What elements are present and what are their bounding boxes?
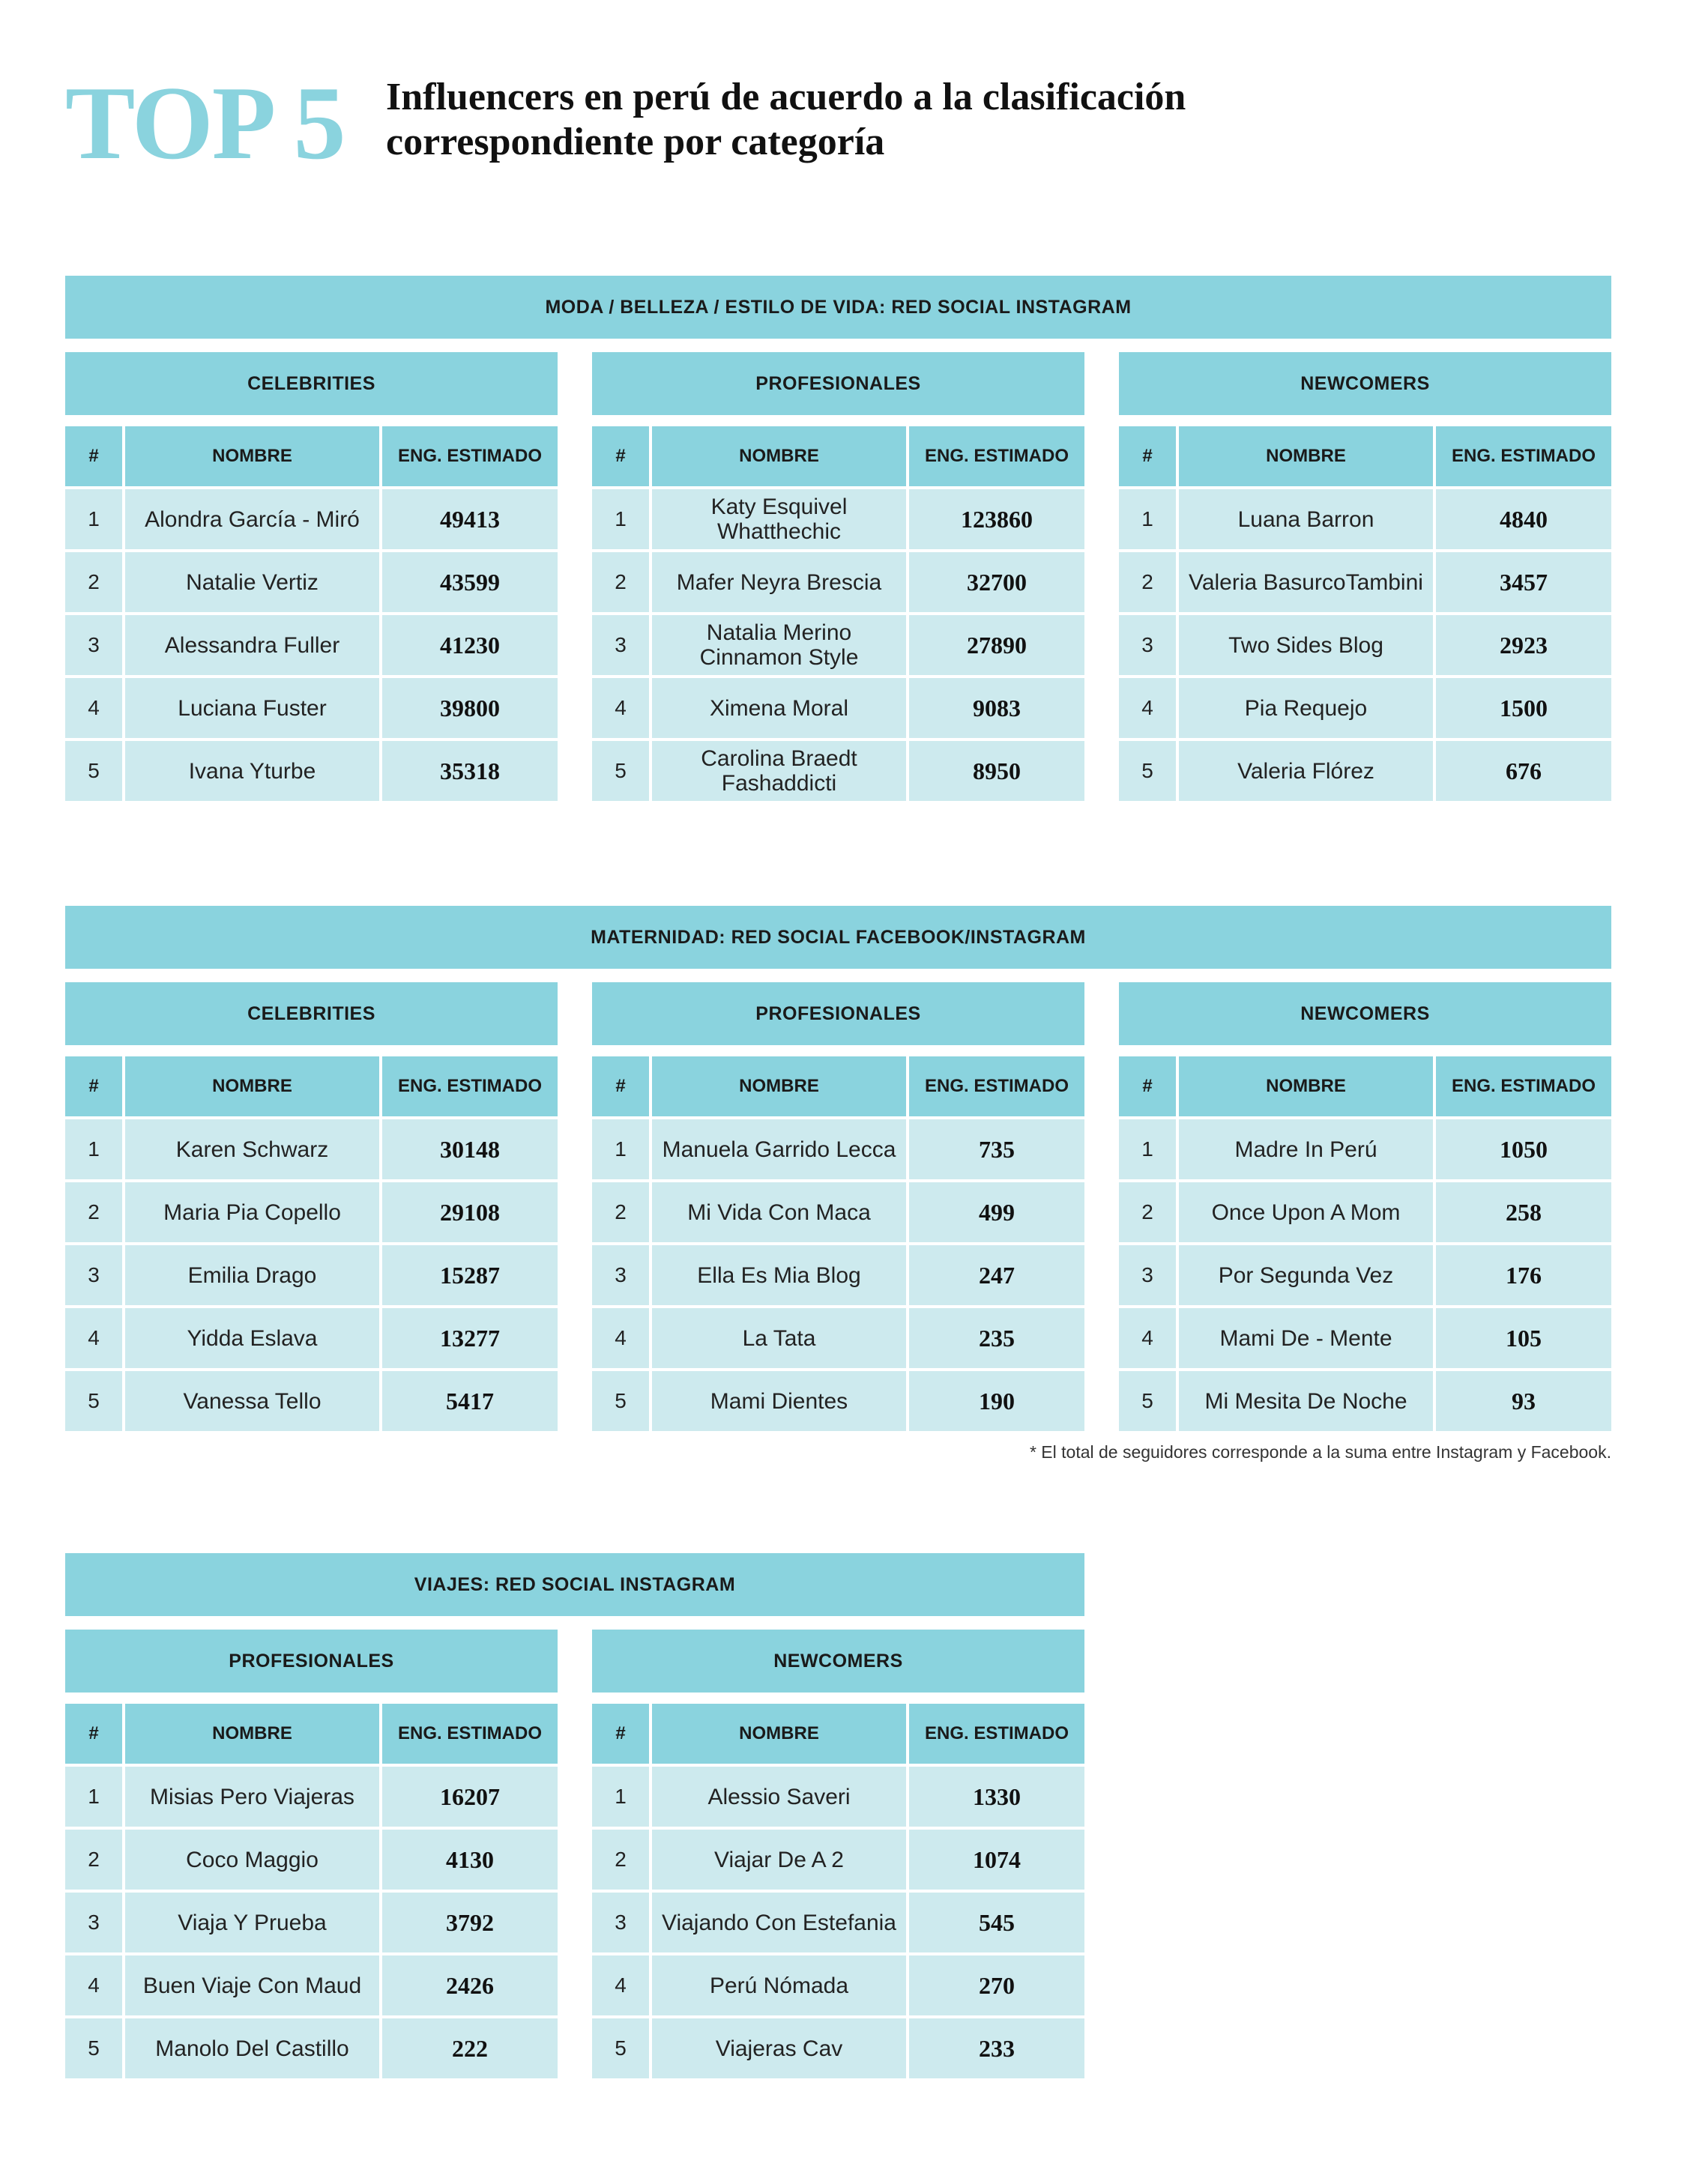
row-name: Viajeras Cav: [652, 2018, 906, 2078]
section-moda-title: MODA / BELLEZA / ESTILO DE VIDA: RED SOCIAL INSTAGRAM: [65, 276, 1611, 339]
row-eng: 545: [909, 1893, 1084, 1952]
row-name: Mami Dientes: [652, 1371, 906, 1431]
row-name: Luana Barron: [1179, 489, 1433, 549]
row-name: Carolina Braedt Fashaddicti: [652, 741, 906, 801]
row-name: Ximena Moral: [652, 678, 906, 738]
group-label-newcomers: NEWCOMERS: [1119, 982, 1611, 1045]
table-row: [1119, 615, 1611, 675]
row-name: Coco Maggio: [125, 1830, 379, 1890]
row-rank: 1: [1119, 489, 1176, 549]
group-label-newcomers: NEWCOMERS: [1119, 352, 1611, 415]
col-eng-header: ENG. ESTIMADO: [1436, 426, 1611, 486]
row-rank: 4: [1119, 1308, 1176, 1368]
row-name: Katy Esquivel Whatthechic: [652, 489, 906, 549]
row-eng: 676: [1436, 741, 1611, 801]
row-name: Viaja Y Prueba: [125, 1893, 379, 1952]
group-label-newcomers: NEWCOMERS: [592, 1630, 1084, 1693]
col-name-header: NOMBRE: [125, 426, 379, 486]
row-rank: 4: [65, 1308, 122, 1368]
row-eng: 39800: [382, 678, 558, 738]
row-name: Mafer Neyra Brescia: [652, 552, 906, 612]
row-rank: 2: [65, 1830, 122, 1890]
row-rank: 4: [592, 678, 649, 738]
row-eng: 41230: [382, 615, 558, 675]
table-row: [592, 741, 1084, 801]
table-maternidad-profesionales: [592, 1056, 1084, 1431]
col-name-header: NOMBRE: [125, 1704, 379, 1764]
table-row: [1119, 1371, 1611, 1431]
row-rank: 4: [65, 1955, 122, 2015]
row-name: Vanessa Tello: [125, 1371, 379, 1431]
table-row: [1119, 741, 1611, 801]
section-viajes-title: VIAJES: RED SOCIAL INSTAGRAM: [65, 1553, 1084, 1616]
group-label-profesionales: PROFESIONALES: [592, 352, 1084, 415]
row-name: Viajando Con Estefania: [652, 1893, 906, 1952]
row-name: Pia Requejo: [1179, 678, 1433, 738]
footnote: * El total de seguidores corresponde a la suma entre Instagram y Facebook.: [1029, 1442, 1611, 1462]
row-eng: 13277: [382, 1308, 558, 1368]
table-row: [1119, 1182, 1611, 1242]
row-name: Mi Mesita De Noche: [1179, 1371, 1433, 1431]
table-row: [65, 741, 558, 801]
table-viajes-newcomers: [592, 1704, 1084, 2078]
row-name: Once Upon A Mom: [1179, 1182, 1433, 1242]
row-rank: 1: [65, 489, 122, 549]
col-num-header: #: [1119, 426, 1176, 486]
col-name-header: NOMBRE: [125, 1056, 379, 1116]
col-eng-header: ENG. ESTIMADO: [909, 1704, 1084, 1764]
row-name: Buen Viaje Con Maud: [125, 1955, 379, 2015]
top-5-title: TOP 5: [65, 65, 345, 181]
row-rank: 3: [592, 1245, 649, 1305]
row-eng: 1500: [1436, 678, 1611, 738]
table-maternidad-celebrities: [65, 1056, 558, 1431]
col-eng-header: ENG. ESTIMADO: [909, 426, 1084, 486]
row-name: Yidda Eslava: [125, 1308, 379, 1368]
col-name-header: NOMBRE: [652, 1704, 906, 1764]
table-row: [65, 1245, 558, 1305]
group-label-profesionales: PROFESIONALES: [65, 1630, 558, 1693]
row-name: Karen Schwarz: [125, 1119, 379, 1179]
row-name: Perú Nómada: [652, 1955, 906, 2015]
table-moda-celebrities: [65, 426, 558, 801]
row-eng: 1050: [1436, 1119, 1611, 1179]
row-name: Mami De - Mente: [1179, 1308, 1433, 1368]
col-name-header: NOMBRE: [652, 1056, 906, 1116]
table-row: [65, 1830, 558, 1890]
table-row: [592, 1119, 1084, 1179]
row-rank: 3: [1119, 615, 1176, 675]
col-num-header: #: [65, 1704, 122, 1764]
col-eng-header: ENG. ESTIMADO: [1436, 1056, 1611, 1116]
row-name: Por Segunda Vez: [1179, 1245, 1433, 1305]
row-eng: 190: [909, 1371, 1084, 1431]
row-rank: 1: [592, 1767, 649, 1827]
row-rank: 1: [592, 489, 649, 549]
table-row: [592, 1767, 1084, 1827]
row-name: Alessio Saveri: [652, 1767, 906, 1827]
row-eng: 233: [909, 2018, 1084, 2078]
row-eng: 4840: [1436, 489, 1611, 549]
row-eng: 735: [909, 1119, 1084, 1179]
row-name: Ella Es Mia Blog: [652, 1245, 906, 1305]
table-viajes-profesionales: [65, 1704, 558, 2078]
table-row: [65, 615, 558, 675]
row-eng: 49413: [382, 489, 558, 549]
row-eng: 123860: [909, 489, 1084, 549]
table-row: [65, 2018, 558, 2078]
row-name: Misias Pero Viajeras: [125, 1767, 379, 1827]
page-subtitle: [386, 75, 1186, 165]
row-eng: 235: [909, 1308, 1084, 1368]
col-eng-header: ENG. ESTIMADO: [382, 1056, 558, 1116]
row-rank: 5: [65, 2018, 122, 2078]
table-row: [1119, 678, 1611, 738]
row-rank: 2: [592, 552, 649, 612]
row-rank: 4: [592, 1308, 649, 1368]
row-rank: 2: [65, 552, 122, 612]
row-rank: 2: [1119, 552, 1176, 612]
table-row: [592, 1182, 1084, 1242]
col-name-header: NOMBRE: [652, 426, 906, 486]
col-num-header: #: [65, 1056, 122, 1116]
row-eng: 499: [909, 1182, 1084, 1242]
table-maternidad-newcomers: [1119, 1056, 1611, 1431]
table-header: [592, 1056, 1084, 1116]
row-rank: 3: [65, 1245, 122, 1305]
table-row: [592, 1371, 1084, 1431]
table-row: [592, 1245, 1084, 1305]
row-name: Luciana Fuster: [125, 678, 379, 738]
row-eng: 15287: [382, 1245, 558, 1305]
table-row: [65, 1308, 558, 1368]
row-eng: 270: [909, 1955, 1084, 2015]
group-label-celebrities: CELEBRITIES: [65, 352, 558, 415]
table-row: [65, 1119, 558, 1179]
table-row: [65, 1955, 558, 2015]
row-rank: 1: [65, 1119, 122, 1179]
table-row: [592, 2018, 1084, 2078]
table-row: [592, 1308, 1084, 1368]
subtitle-line-2: correspondiente por categoría: [386, 121, 885, 163]
row-rank: 5: [65, 741, 122, 801]
row-name: Emilia Drago: [125, 1245, 379, 1305]
row-eng: 27890: [909, 615, 1084, 675]
table-row: [1119, 1308, 1611, 1368]
row-name: Manolo Del Castillo: [125, 2018, 379, 2078]
row-eng: 3457: [1436, 552, 1611, 612]
row-eng: 4130: [382, 1830, 558, 1890]
table-moda-newcomers: [1119, 426, 1611, 801]
row-eng: 29108: [382, 1182, 558, 1242]
row-name: Alessandra Fuller: [125, 615, 379, 675]
table-row: [592, 678, 1084, 738]
table-row: [592, 489, 1084, 549]
table-row: [1119, 489, 1611, 549]
row-name: Valeria Flórez: [1179, 741, 1433, 801]
row-rank: 5: [592, 741, 649, 801]
row-eng: 176: [1436, 1245, 1611, 1305]
row-eng: 258: [1436, 1182, 1611, 1242]
row-eng: 2923: [1436, 615, 1611, 675]
row-rank: 3: [1119, 1245, 1176, 1305]
row-rank: 3: [592, 615, 649, 675]
col-name-header: NOMBRE: [1179, 426, 1433, 486]
table-row: [65, 1182, 558, 1242]
row-name: Ivana Yturbe: [125, 741, 379, 801]
col-num-header: #: [592, 1056, 649, 1116]
col-eng-header: ENG. ESTIMADO: [909, 1056, 1084, 1116]
row-eng: 2426: [382, 1955, 558, 2015]
col-num-header: #: [592, 1704, 649, 1764]
row-eng: 1074: [909, 1830, 1084, 1890]
group-label-celebrities: CELEBRITIES: [65, 982, 558, 1045]
row-rank: 4: [1119, 678, 1176, 738]
row-name: Viajar De A 2: [652, 1830, 906, 1890]
row-name: Maria Pia Copello: [125, 1182, 379, 1242]
col-name-header: NOMBRE: [1179, 1056, 1433, 1116]
table-row: [65, 1893, 558, 1952]
row-eng: 222: [382, 2018, 558, 2078]
row-name: Two Sides Blog: [1179, 615, 1433, 675]
row-eng: 3792: [382, 1893, 558, 1952]
table-row: [592, 615, 1084, 675]
row-rank: 5: [65, 1371, 122, 1431]
table-row: [592, 552, 1084, 612]
row-rank: 5: [1119, 741, 1176, 801]
row-rank: 1: [592, 1119, 649, 1179]
row-rank: 2: [1119, 1182, 1176, 1242]
col-eng-header: ENG. ESTIMADO: [382, 1704, 558, 1764]
table-row: [65, 1767, 558, 1827]
row-eng: 32700: [909, 552, 1084, 612]
table-header: [592, 1704, 1084, 1764]
row-rank: 1: [1119, 1119, 1176, 1179]
row-rank: 2: [592, 1830, 649, 1890]
row-eng: 105: [1436, 1308, 1611, 1368]
row-name: Valeria BasurcoTambini: [1179, 552, 1433, 612]
table-row: [65, 678, 558, 738]
row-eng: 9083: [909, 678, 1084, 738]
row-rank: 2: [65, 1182, 122, 1242]
table-header: [1119, 1056, 1611, 1116]
table-row: [65, 552, 558, 612]
row-name: Natalie Vertiz: [125, 552, 379, 612]
table-header: [65, 1056, 558, 1116]
col-eng-header: ENG. ESTIMADO: [382, 426, 558, 486]
table-row: [592, 1893, 1084, 1952]
row-eng: 1330: [909, 1767, 1084, 1827]
section-maternidad-title: MATERNIDAD: RED SOCIAL FACEBOOK/INSTAGRAM: [65, 906, 1611, 969]
row-eng: 8950: [909, 741, 1084, 801]
row-rank: 5: [592, 1371, 649, 1431]
table-row: [65, 489, 558, 549]
row-name: Madre In Perú: [1179, 1119, 1433, 1179]
row-eng: 5417: [382, 1371, 558, 1431]
row-name: La Tata: [652, 1308, 906, 1368]
row-rank: 3: [65, 1893, 122, 1952]
row-rank: 1: [65, 1767, 122, 1827]
row-name: Natalia Merino Cinnamon Style: [652, 615, 906, 675]
col-num-header: #: [65, 426, 122, 486]
table-moda-profesionales: [592, 426, 1084, 801]
table-row: [1119, 1119, 1611, 1179]
table-row: [65, 1371, 558, 1431]
table-row: [592, 1830, 1084, 1890]
group-label-profesionales: PROFESIONALES: [592, 982, 1084, 1045]
row-rank: 3: [65, 615, 122, 675]
row-rank: 5: [592, 2018, 649, 2078]
table-row: [592, 1955, 1084, 2015]
table-row: [1119, 1245, 1611, 1305]
table-header: [1119, 426, 1611, 486]
row-eng: 43599: [382, 552, 558, 612]
row-eng: 247: [909, 1245, 1084, 1305]
table-row: [1119, 552, 1611, 612]
table-header: [592, 426, 1084, 486]
row-eng: 35318: [382, 741, 558, 801]
row-rank: 3: [592, 1893, 649, 1952]
row-name: Mi Vida Con Maca: [652, 1182, 906, 1242]
row-eng: 93: [1436, 1371, 1611, 1431]
row-eng: 16207: [382, 1767, 558, 1827]
row-rank: 5: [1119, 1371, 1176, 1431]
row-rank: 4: [65, 678, 122, 738]
row-name: Alondra García - Miró: [125, 489, 379, 549]
row-eng: 30148: [382, 1119, 558, 1179]
row-rank: 2: [592, 1182, 649, 1242]
subtitle-line-1: Influencers en perú de acuerdo a la clasificación: [386, 76, 1186, 118]
table-header: [65, 1704, 558, 1764]
col-num-header: #: [592, 426, 649, 486]
row-name: Manuela Garrido Lecca: [652, 1119, 906, 1179]
row-rank: 4: [592, 1955, 649, 2015]
table-header: [65, 426, 558, 486]
col-num-header: #: [1119, 1056, 1176, 1116]
